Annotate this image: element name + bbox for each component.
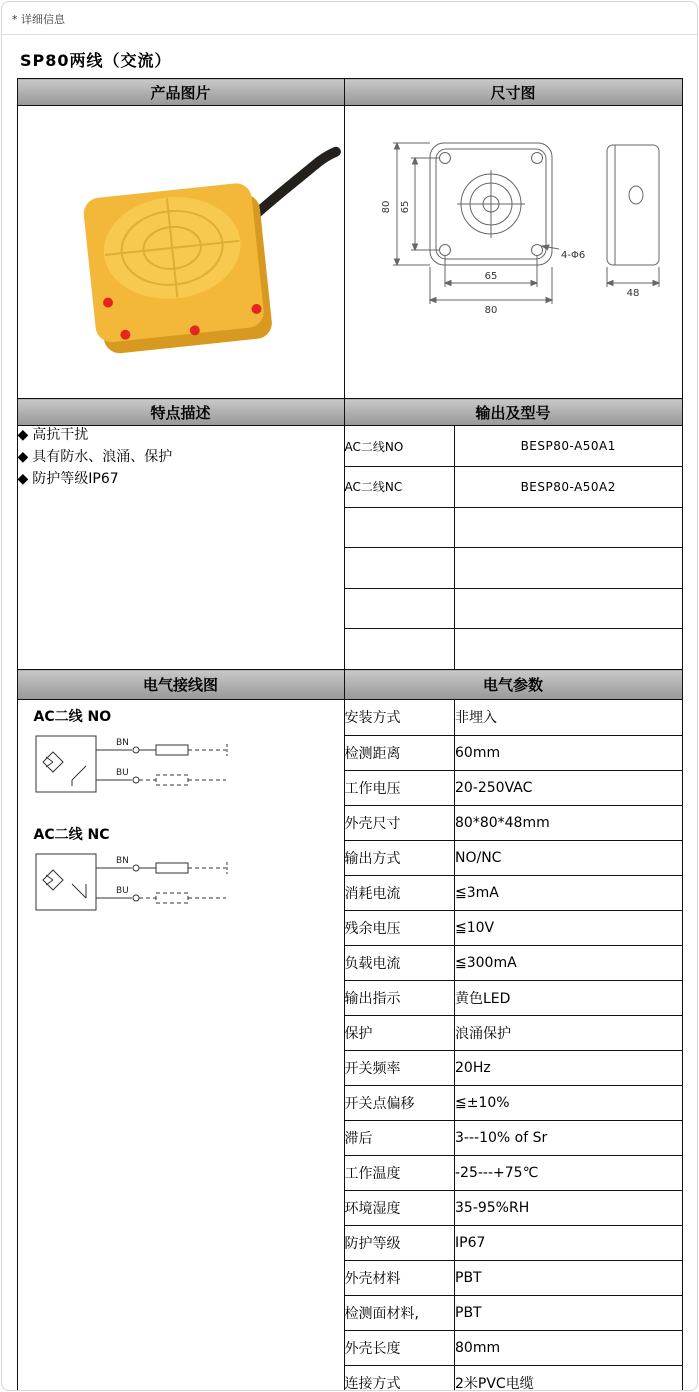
wiring-no-bn-label: BN: [115, 738, 129, 748]
diamond-bullet-icon: ◆: [17, 470, 29, 487]
feature-output-row: [17, 426, 682, 670]
param-name: 外壳材料: [345, 1260, 455, 1295]
header-outputs: 输出及型号: [344, 399, 682, 426]
detail-note: * 详细信息: [2, 2, 697, 35]
param-value: 浪涌保护: [455, 1015, 682, 1050]
output-row: [345, 588, 682, 629]
param-value: ≦±10%: [455, 1085, 682, 1120]
output-model: BESP80-A50A2: [455, 467, 682, 508]
param-row: [345, 945, 682, 980]
param-name: 安装方式: [345, 700, 455, 735]
param-value: ≦3mA: [455, 875, 682, 910]
dimension-diagram: [345, 115, 681, 385]
product-photo: [18, 106, 343, 394]
diamond-bullet-icon: ◆: [17, 427, 29, 443]
header-row-3: [17, 670, 682, 700]
header-product-image: 产品图片: [17, 79, 344, 106]
output-type: [345, 588, 455, 629]
param-name: 消耗电流: [345, 875, 455, 910]
output-type: [345, 507, 455, 548]
param-name: 输出指示: [345, 980, 455, 1015]
dim-height-inner: 65: [400, 200, 411, 214]
param-value: IP67: [455, 1225, 682, 1260]
feature-item: [18, 426, 344, 445]
param-value: ≦10V: [455, 910, 682, 945]
param-name: 防护等级: [345, 1225, 455, 1260]
output-row: [345, 507, 682, 548]
param-row: [345, 700, 682, 735]
param-value: 3---10% of Sr: [455, 1120, 682, 1155]
diamond-bullet-icon: ◆: [17, 448, 29, 465]
feature-text: 防护等级IP67: [32, 470, 119, 487]
param-value: 80*80*48mm: [455, 805, 682, 840]
wiring-nc-title: AC二线 NC: [33, 827, 110, 843]
param-name: 保护: [345, 1015, 455, 1050]
wiring-params-row: [17, 700, 682, 1392]
param-row: [345, 1260, 682, 1295]
wiring-cell: [17, 700, 344, 1392]
param-value: -25---+75℃: [455, 1155, 682, 1190]
param-value: PBT: [455, 1260, 682, 1295]
param-row: [345, 1120, 682, 1155]
wiring-no-title: AC二线 NO: [33, 709, 112, 725]
param-row: [345, 910, 682, 945]
header-row-2: [17, 399, 682, 426]
param-name: 检测面材料,: [345, 1295, 455, 1330]
output-type: AC二线NO: [345, 426, 455, 467]
feature-text: 具有防水、浪涌、保护: [32, 448, 173, 465]
wiring-nc-bn-label: BN: [115, 856, 129, 866]
output-type: AC二线NC: [345, 467, 455, 508]
param-name: 残余电压: [345, 910, 455, 945]
param-name: 外壳尺寸: [345, 805, 455, 840]
param-value: 非埋入: [455, 700, 682, 735]
output-type: [345, 629, 455, 670]
feature-text: 高抗干扰: [32, 427, 89, 443]
param-row: [345, 805, 682, 840]
output-model: BESP80-A50A1: [455, 426, 682, 467]
param-value: NO/NC: [455, 840, 682, 875]
product-image-cell: [17, 106, 344, 399]
wiring-no-diagram: [34, 728, 264, 802]
param-row: [345, 875, 682, 910]
param-name: 工作电压: [345, 770, 455, 805]
param-name: 开关频率: [345, 1050, 455, 1085]
dim-depth: 48: [626, 288, 640, 299]
param-value: 20Hz: [455, 1050, 682, 1085]
param-name: 外壳长度: [345, 1330, 455, 1365]
param-value: 80mm: [455, 1330, 682, 1365]
wiring-nc-bu-label: BU: [115, 886, 129, 896]
param-row: [345, 770, 682, 805]
dim-width-outer: 80: [484, 305, 498, 316]
param-row: [345, 840, 682, 875]
param-name: 检测距离: [345, 735, 455, 770]
param-name: 工作温度: [345, 1155, 455, 1190]
params-cell: [344, 700, 682, 1392]
output-model: [455, 548, 682, 589]
output-row: [345, 467, 682, 508]
param-value: 2米PVC电缆: [455, 1365, 682, 1391]
param-value: PBT: [455, 1295, 682, 1330]
output-type: [345, 548, 455, 589]
param-name: 负载电流: [345, 945, 455, 980]
dim-height-outer: 80: [381, 200, 392, 214]
param-name: 开关点偏移: [345, 1085, 455, 1120]
product-detail-page: [1, 1, 698, 1391]
outputs-table: [345, 426, 682, 669]
param-name: 滞后: [345, 1120, 455, 1155]
feature-item: [18, 470, 344, 489]
header-row-1: [17, 79, 682, 106]
wiring-nc-diagram: [34, 846, 264, 920]
output-model: [455, 588, 682, 629]
param-value: 黄色LED: [455, 980, 682, 1015]
param-name: 环境湿度: [345, 1190, 455, 1225]
output-row: [345, 426, 682, 467]
feature-item: [18, 448, 344, 467]
param-value: ≦300mA: [455, 945, 682, 980]
param-row: [345, 1330, 682, 1365]
page-title: SP80两线（交流）: [20, 51, 172, 70]
dim-holes: 4-Φ6: [561, 250, 586, 261]
dim-width-inner: 65: [484, 271, 498, 282]
header-features: 特点描述: [17, 399, 344, 426]
dimension-diagram-cell: [344, 106, 682, 399]
param-row: [345, 1050, 682, 1085]
param-row: [345, 1085, 682, 1120]
param-name: 输出方式: [345, 840, 455, 875]
output-row: [345, 629, 682, 670]
param-row: [345, 1295, 682, 1330]
output-model: [455, 507, 682, 548]
param-row: [345, 980, 682, 1015]
wiring-no-bu-label: BU: [115, 768, 129, 778]
spec-table: [17, 78, 683, 1391]
features-cell: [17, 426, 344, 670]
sensor-cable: [253, 152, 336, 218]
param-value: 35-95%RH: [455, 1190, 682, 1225]
param-row: [345, 1190, 682, 1225]
param-value: 20-250VAC: [455, 770, 682, 805]
param-row: [345, 1015, 682, 1050]
param-row: [345, 1225, 682, 1260]
param-name: 连接方式: [345, 1365, 455, 1391]
params-table: [345, 700, 682, 1391]
param-row: [345, 735, 682, 770]
features-list: [18, 426, 344, 489]
header-params: 电气参数: [344, 670, 682, 700]
param-value: 60mm: [455, 735, 682, 770]
header-wiring: 电气接线图: [17, 670, 344, 700]
param-row: [345, 1155, 682, 1190]
output-model: [455, 629, 682, 670]
param-row: [345, 1365, 682, 1391]
title-bar: [2, 35, 697, 78]
outputs-cell: [344, 426, 682, 670]
header-dimensions: 尺寸图: [344, 79, 682, 106]
output-row: [345, 548, 682, 589]
image-row: [17, 106, 682, 399]
